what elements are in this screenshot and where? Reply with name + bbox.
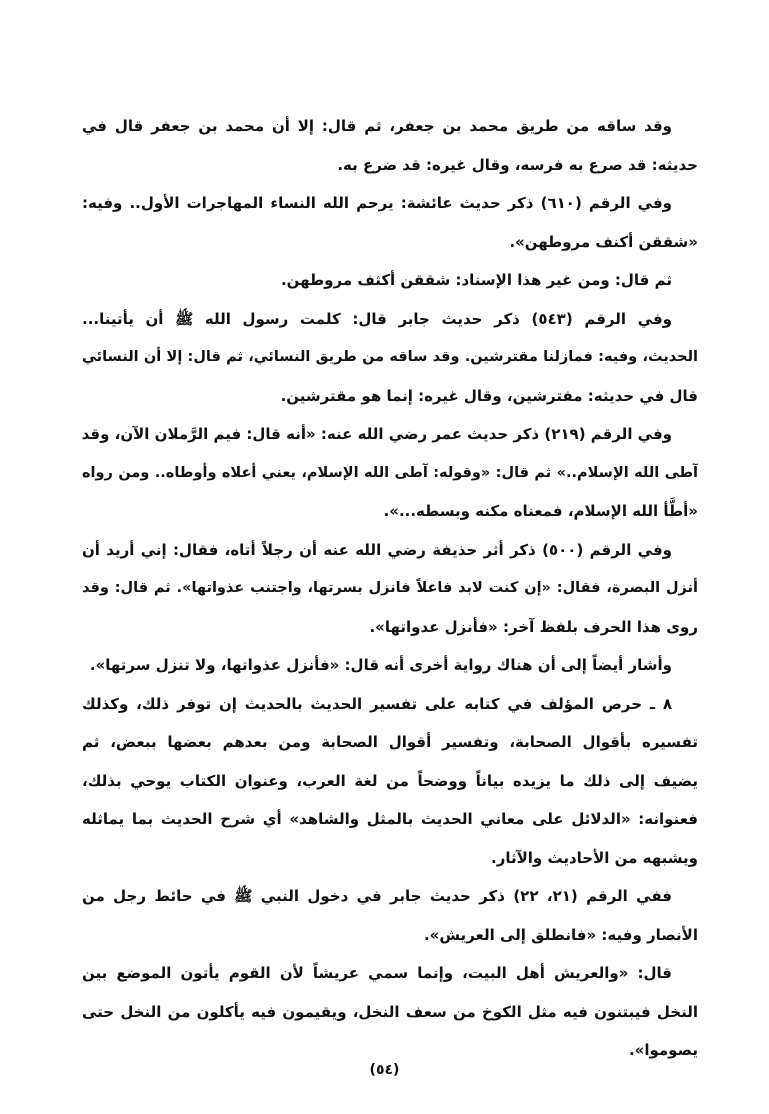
body-text — [82, 107, 698, 1070]
text-line: آطى الله الإسلام..» ثم قال: «وقوله: آطى الله الإسلام، يعني أعلاه وأوطاه.. ومن رواه — [82, 464, 698, 481]
page-number: (٥٤) — [369, 1062, 400, 1078]
text-line: أنزل البصرة، فقال: «إن كنت لابد فاعلاً فانزل بسرتها، واجتنب عذواتها». ثم قال: وقد — [82, 580, 698, 596]
text-line: النخل فيبتنون فيه مثل الكوخ من سعف النخل، ويقيمون فيه يأكلون من النخل حتى — [82, 1002, 698, 1021]
text-line: «أطَّأ الله الإسلام، فمعناه مكنه وبسطه...». — [383, 502, 698, 520]
text-line: وقد ساقه من طريق محمد بن جعفر، ثم قال: إلا أن محمد بن جعفر قال في — [82, 117, 672, 135]
text-line: قال في حديثه: مفترشين، وقال غيره: إنما هو مقترشين. — [280, 386, 698, 405]
text-line: يضيف إلى ذلك ما يزيده بياناً ووضحاً من لغة العرب، وعنوان الكتاب يوحي بذلك، — [82, 771, 698, 790]
text-line: وأشار أيضاً إلى أن هناك رواية أخرى أنه قال: «فأنزل عذواتها، ولا تنزل سرتها». — [89, 656, 672, 674]
text-line: ثم قال: ومن غير هذا الإسناد: شققن أكثف مروطهن. — [280, 271, 672, 289]
text-line: يصوموا». — [628, 1041, 698, 1059]
text-line: تفسيره بأقوال الصحابة، وتفسير أقوال الصحابة ومن بعدهم بعضها ببعض، ثم — [82, 733, 698, 751]
text-line: الحديث، وفيه: فمازلنا مقترشين. وقد ساقه من طريق النسائي، ثم قال: إلا أن النسائي — [82, 349, 698, 365]
text-line: وفي الرقم (٦١٠) ذكر حديث عائشة: يرحم الله النساء المهاجرات الأول.. وفيه: — [82, 194, 672, 212]
text-line: وفي الرقم (٥٠٠) ذكر أثر حذيفة رضي الله عنه أن رجلاً أتاه، فقال: إني أريد أن — [82, 540, 672, 559]
text-line: ففي الرقم (٢١، ٢٢) ذكر حديث جابر في دخول النبي ﷺ في حائط رجل من — [82, 887, 672, 905]
text-line: «شققن أكنف مروطهن». — [509, 232, 698, 251]
text-line: فعنوانه: «الدلائل على معاني الحديث بالمثل والشاهد» أي شرح الحديث بما يماثله — [82, 810, 698, 828]
text-line: روى هذا الحرف بلفظ آخر: «فأنزل عدواتها». — [369, 617, 698, 636]
text-line: ويشبهه من الأحاديث والآثار. — [491, 848, 698, 867]
text-line: حديثه: قد صرع به فرسه، وقال غيره: قد ضرع به. — [337, 155, 698, 174]
text-line: الأنصار وفيه: «فانطلق إلى العريش». — [423, 925, 698, 944]
text-line: قال: «والعريش أهل البيت، وإنما سمي عريشاً لأن القوم يأتون الموضع بين — [82, 964, 672, 982]
text-line: ٨ ـ حرص المؤلف في كتابه على تفسير الحديث بالحديث إن توفر ذلك، وكذلك — [82, 694, 672, 713]
text-line: وفي الرقم (٢١٩) ذكر حديث عمر رضي الله عنه: «أنه قال: فيم الرَّملان الآن، وقد — [82, 425, 672, 443]
text-line: وفي الرقم (٥٤٣) ذكر حديث جابر قال: كلمت رسول الله ﷺ أن يأتينا... — [82, 309, 672, 328]
